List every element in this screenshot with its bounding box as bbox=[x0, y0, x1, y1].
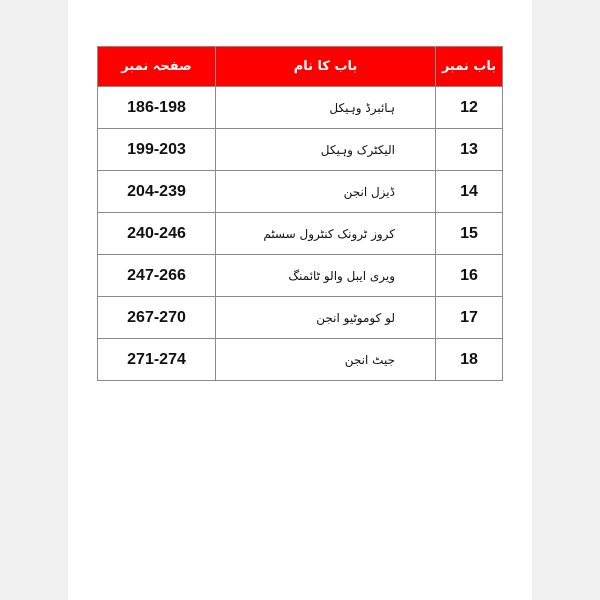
page-range: 271-274 bbox=[98, 339, 216, 381]
header-chapter-number: باب نمبر bbox=[436, 47, 503, 87]
chapter-name: لو کوموٹیو انجن bbox=[216, 297, 436, 339]
chapter-number: 18 bbox=[436, 339, 503, 381]
page-range: 199-203 bbox=[98, 129, 216, 171]
header-row bbox=[98, 47, 503, 87]
chapter-name: جیٹ انجن bbox=[216, 339, 436, 381]
chapter-name: ڈیزل انجن bbox=[216, 171, 436, 213]
chapter-name: ہائبرڈ وہیکل bbox=[216, 87, 436, 129]
page-range: 186-198 bbox=[98, 87, 216, 129]
chapter-name: الیکٹرک وہیکل bbox=[216, 129, 436, 171]
chapter-name: ویری ایبل والو ٹائمنگ bbox=[216, 255, 436, 297]
page-range: 240-246 bbox=[98, 213, 216, 255]
page-range: 204-239 bbox=[98, 171, 216, 213]
header-chapter-name: باب کا نام bbox=[216, 47, 436, 87]
table-row bbox=[98, 213, 503, 255]
table-row bbox=[98, 339, 503, 381]
chapter-number: 14 bbox=[436, 171, 503, 213]
document-page bbox=[68, 0, 532, 600]
header-page-number: صفحہ نمبر bbox=[98, 47, 216, 87]
chapter-number: 17 bbox=[436, 297, 503, 339]
table-row bbox=[98, 297, 503, 339]
page-range: 247-266 bbox=[98, 255, 216, 297]
table-row bbox=[98, 255, 503, 297]
table-row bbox=[98, 129, 503, 171]
table-row bbox=[98, 171, 503, 213]
table-of-contents bbox=[97, 46, 503, 381]
chapter-number: 12 bbox=[436, 87, 503, 129]
table-row bbox=[98, 87, 503, 129]
page-range: 267-270 bbox=[98, 297, 216, 339]
chapter-name: کروز ٹرونک کنٹرول سسٹم bbox=[216, 213, 436, 255]
chapter-number: 13 bbox=[436, 129, 503, 171]
chapter-number: 16 bbox=[436, 255, 503, 297]
chapter-number: 15 bbox=[436, 213, 503, 255]
